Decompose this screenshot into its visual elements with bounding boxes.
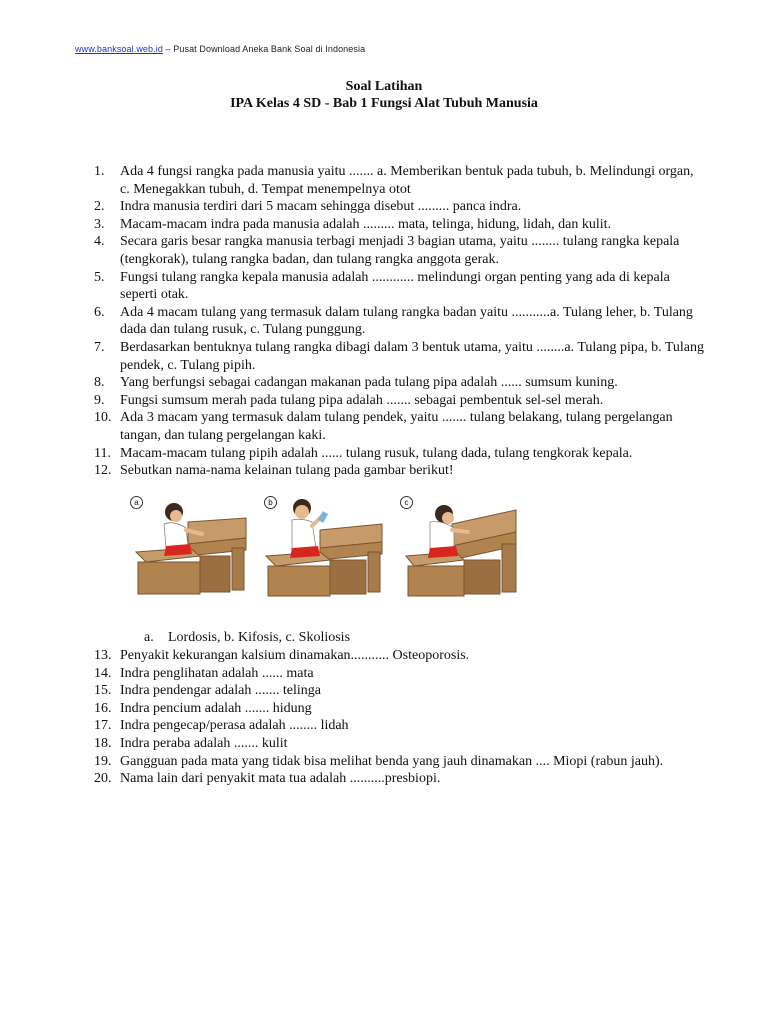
question-text: Indra manusia terdiri dari 5 macam sehingga disebut ......... panca indra. [120,199,522,215]
student-desk-illustration [398,490,520,602]
question-number: 17. [94,718,112,734]
question-item [94,339,704,374]
question-text: Sebutkan nama-nama kelainan tulang pada gambar berikut! [120,463,454,479]
question-text: Berdasarkan bentuknya tulang rangka dibagi dalam 3 bentuk utama, yaitu ........a. Tulang pipa, b. Tulang pendek, c. Tulang pipih. [120,339,705,373]
figure-kifosis [262,490,384,602]
question-number: 20. [94,771,112,787]
question-item [94,198,704,216]
question-item [94,304,704,339]
question-item [94,647,704,665]
question-text: Secara garis besar rangka manusia terbagi menjadi 3 bagian utama, yaitu ........ tulang rangka kepala (tengkorak), tulang rangka badan, dan tulang rangka anggota gerak. [120,234,680,267]
question-text: Gangguan pada mata yang tidak bisa melihat benda yang jauh dinamakan .... Miopi (rabun jauh). [120,753,664,769]
question-number: 6. [94,304,105,320]
question-text: Ada 4 macam tulang yang termasuk dalam tulang rangka badan yaitu ...........a. Tulang leher, b. Tulang dada dan tulang rusuk, c. Tulang punggung. [120,304,693,338]
question-text: Indra penglihatan adalah ...... mata [120,665,314,681]
question-text: Penyakit kekurangan kalsium dinamakan........... Osteoporosis. [120,648,470,663]
question-item [94,409,704,444]
question-item [94,163,704,198]
question-item [94,665,704,683]
question-number: 12. [94,463,112,479]
answer-12 [144,629,350,647]
question-number: 13. [94,648,112,663]
answer-letter: a. [144,630,154,645]
question-item [94,216,704,234]
question-item [94,445,704,463]
question-text: Indra pendengar adalah ....... telinga [120,683,321,699]
question-number: 18. [94,735,112,751]
figure-label: c [400,496,413,509]
figure-label: b [264,496,277,509]
question-text: Ada 4 fungsi rangka pada manusia yaitu ....... a. Memberikan bentuk pada tubuh, b. Melindungi organ, c. Menegakkan tubuh, d. Tempat menempelnya otot [120,164,694,197]
question-item [94,735,704,753]
question-text: Macam-macam tulang pipih adalah ...... tulang rusuk, tulang dada, tulang tengkorak kepala. [120,445,633,461]
question-text: Macam-macam indra pada manusia adalah ......... mata, telinga, hidung, lidah, dan kulit. [120,216,612,232]
question-item [94,269,704,304]
answer-text: Lordosis, b. Kifosis, c. Skoliosis [168,630,351,645]
question-number: 7. [94,339,105,355]
question-item [94,770,704,788]
header-tagline: – Pusat Download Aneka Bank Soal di Indonesia [162,44,366,54]
question-text: Nama lain dari penyakit mata tua adalah ..........presbiopi. [120,771,441,787]
question-number: 2. [94,199,105,215]
question-number: 15. [94,683,112,699]
question-number: 5. [94,269,105,285]
question-text: Fungsi tulang rangka kepala manusia adalah ............ melindungi organ penting yang ada di kepala seperti otak. [120,269,670,303]
question-number: 1. [94,164,105,179]
figure-label: a [130,496,143,509]
question-text: Fungsi sumsum merah pada tulang pipa adalah ....... sebagai pembentuk sel-sel merah. [120,392,604,408]
question-number: 8. [94,375,105,391]
source-link[interactable]: www.banksoal.web.id [75,44,163,54]
question-item [94,682,704,700]
document-subtitle: IPA Kelas 4 SD - Bab 1 Fungsi Alat Tubuh Manusia [230,96,538,111]
document-title: Soal Latihan [345,79,423,94]
question-number: 9. [94,392,105,408]
question-text: Indra pencium adalah ....... hidung [120,700,312,716]
question-item [94,717,704,735]
page-header [75,44,365,54]
question-number: 19. [94,753,112,769]
question-number: 10. [94,410,112,426]
question-text: Ada 3 macam yang termasuk dalam tulang pendek, yaitu ....... tulang belakang, tulang pergelangan tangan, dan tulang pergelangan kaki. [120,410,673,443]
student-desk-illustration [262,490,384,602]
question-item [94,392,704,410]
figure-lordosis [128,490,250,602]
figure-skoliosis [398,490,520,602]
question-item [94,753,704,771]
question-text: Indra peraba adalah ....... kulit [120,735,288,751]
question-item [94,374,704,392]
title-block [0,78,768,112]
question-text: Indra pengecap/perasa adalah ........ lidah [120,718,349,734]
question-text: Yang berfungsi sebagai cadangan makanan pada tulang pipa adalah ...... sumsum kuning. [120,375,618,391]
question-item [94,462,704,480]
question-list-1 [94,163,704,480]
question-number: 14. [94,665,112,681]
question-item [94,233,704,268]
student-desk-illustration [128,490,250,602]
question-number: 4. [94,234,105,250]
question-number: 3. [94,216,105,232]
question-number: 16. [94,700,112,716]
posture-figures [128,490,528,602]
question-item [94,700,704,718]
question-number: 11. [94,445,111,461]
question-list-2 [94,647,704,788]
